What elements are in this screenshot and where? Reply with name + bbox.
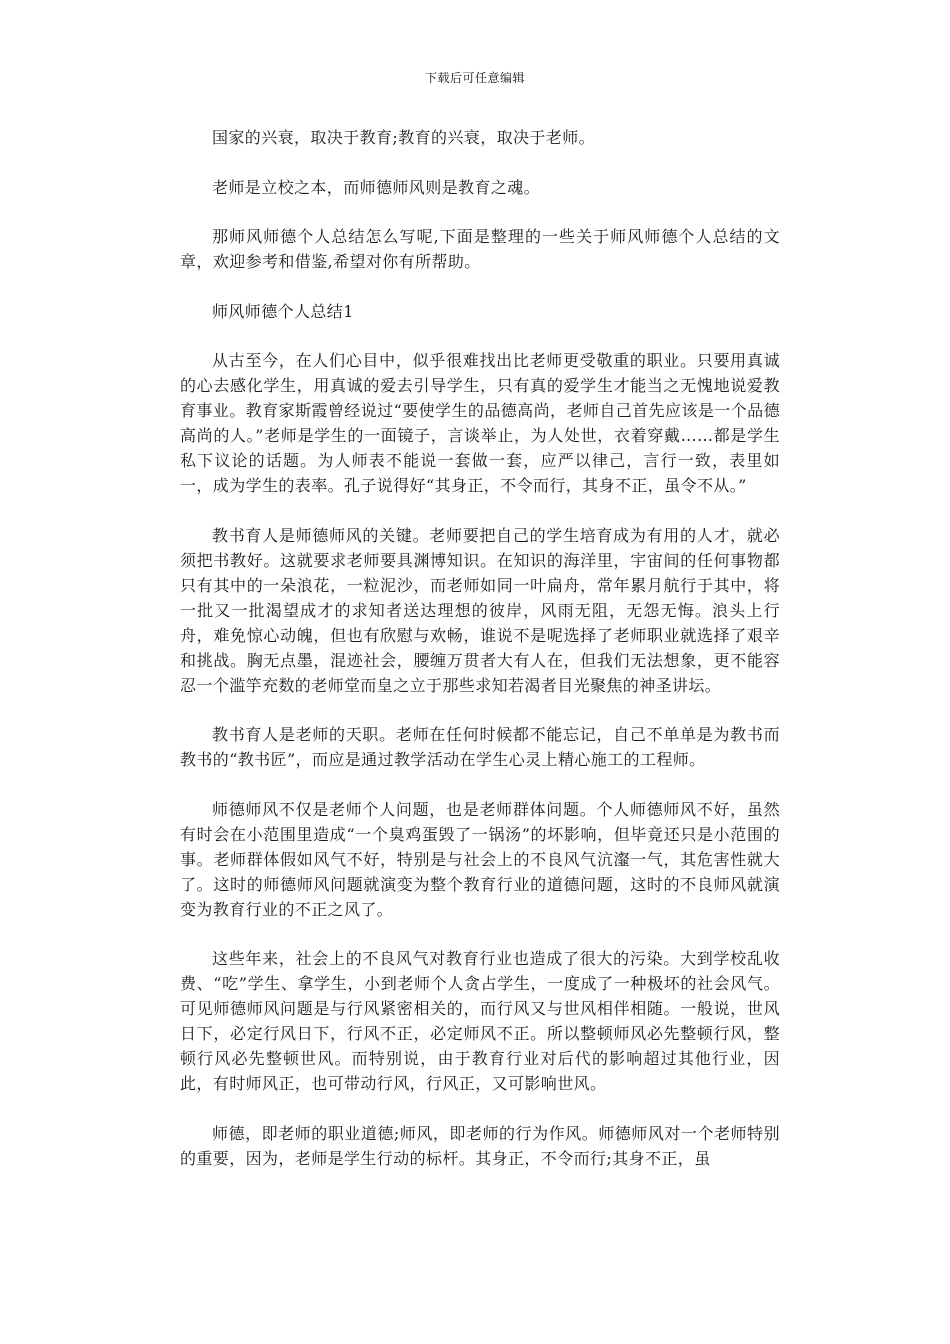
paragraph-body-3: 教书育人是老师的天职。老师在任何时候都不能忘记，自己不单单是为教书而教书的“教书匠”，而应是通过教学活动在学生心灵上精心施工的工程师。 <box>180 725 780 769</box>
paragraph-body-6: 师德，即老师的职业道德;师风，即老师的行为作风。师德师风对一个老师特别的重要，因为，老师是学生行动的标杆。其身正，不令而行;其身不正，虽 <box>180 1123 780 1168</box>
paragraph-intro-3: 那师风师德个人总结怎么写呢,下面是整理的一些关于师风师德个人总结的文章，欢迎参考和借鉴,希望对你有所帮助。 <box>180 227 780 271</box>
paragraph-intro-1: 国家的兴衰，取决于教育;教育的兴衰，取决于老师。 <box>212 128 595 147</box>
paragraph-body-2: 教书育人是师德师风的关键。老师要把自己的学生培育成为有用的人才，就必须把书教好。这就要求老师要具渊博知识。在知识的海洋里，宇宙间的任何事物都只有其中的一朵浪花，一粒泥沙，而老师如同一叶扁舟，常年累月航行于其中，将一批又一批渴望成才的求知者送达理想的彼岸，风雨无阻，无怨无悔。浪头上行舟，难免惊心动魄，但也有欣慰与欢畅，谁说不是呢选择了老师职业就选择了艰辛和挑战。胸无点墨，混迹社会，腰缠万贯者大有人在，但我们无法想象，更不能容忍一个滥竽充数的老师堂而皇之立于那些求知若渴者目光聚焦的神圣讲坛。 <box>180 525 780 695</box>
paragraph-body-4: 师德师风不仅是老师个人问题，也是老师群体问题。个人师德师风不好，虽然有时会在小范围里造成“一个臭鸡蛋毁了一锅汤”的坏影响，但毕竟还只是小范围的事。老师群体假如风气不好，特别是与社会上的不良风气沆瀣一气，其危害性就大了。这时的师德师风问题就演变为整个教育行业的道德问题，这时的不良师风就演变为教育行业的不正之风了。 <box>180 799 780 919</box>
paragraph-intro-2: 老师是立校之本，而师德师风则是教育之魂。 <box>212 177 541 197</box>
paragraph-body-5: 这些年来，社会上的不良风气对教育行业也造成了很大的污染。大到学校乱收费、“吃”学生、拿学生，小到老师个人贪占学生，一度成了一种极坏的社会风气。可见师德师风问题是与行风紧密相关的，而行风又与世风相伴相随。一般说，世风日下，必定行风日下，行风不正，必定师风不正。所以整顿师风必先整顿行风，整顿行风必先整顿世风。而特别说，由于教育行业对后代的影响超过其他行业，因此，有时师风正，也可带动行风，行风正，又可影响世风。 <box>180 949 780 1093</box>
page-header-note: 下载后可任意编辑 <box>424 71 525 85</box>
paragraph-body-1: 从古至今，在人们心目中，似乎很难找出比老师更受敬重的职业。只要用真诚的心去感化学生，用真诚的爱去引导学生，只有真的爱学生才能当之无愧地说爱教育事业。教育家斯霞曾经说过“要使学生的品德高尚，老师自己首先应该是一个品德高尚的人。”老师是学生的一面镜子，言谈举止，为人处世，衣着穿戴……都是学生私下议论的话题。为人师表不能说一套做一套，应严以律己，言行一致，表里如一，成为学生的表率。孔子说得好“其身正，不令而行，其身不正，虽令不从。” <box>180 351 780 495</box>
section-heading: 师风师德个人总结1 <box>212 301 354 321</box>
document-body <box>180 125 780 1195</box>
